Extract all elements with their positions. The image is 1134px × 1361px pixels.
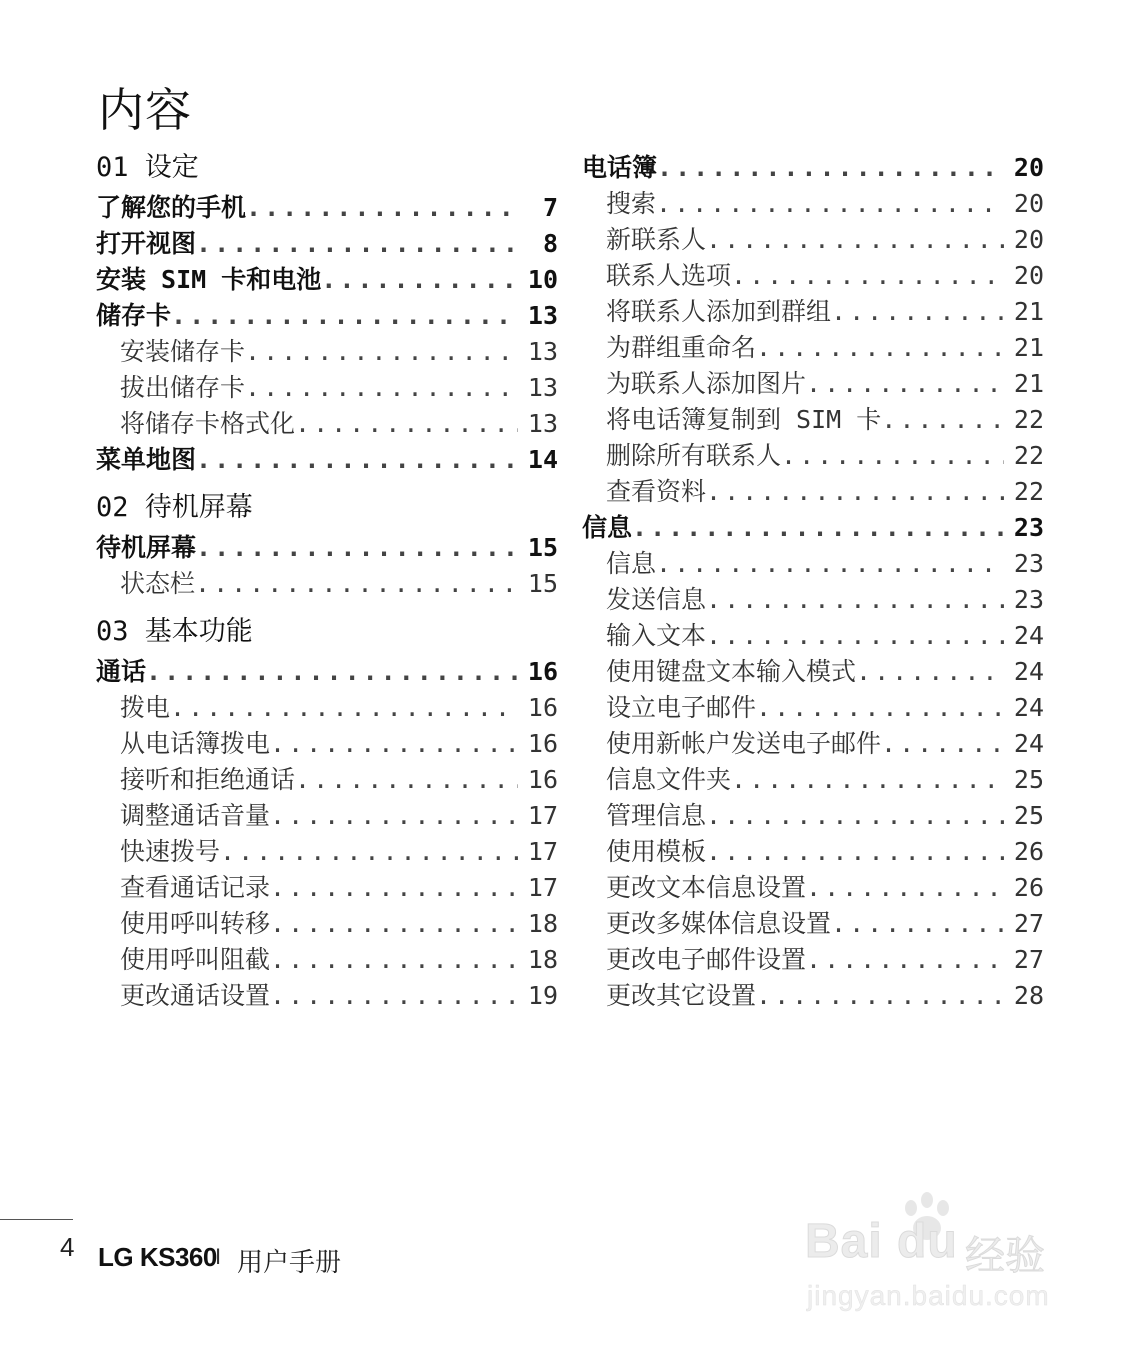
section-heading: 03 基本功能 xyxy=(96,616,253,647)
toc-dot-leader xyxy=(656,546,1004,582)
toc-entry-sub[interactable] xyxy=(582,762,1044,798)
toc-entry-sub[interactable] xyxy=(582,654,1044,690)
toc-dot-leader xyxy=(706,474,1004,510)
toc-entry-label: 为联系人添加图片 xyxy=(606,369,807,398)
watermark-url: jingyan.baidu.com xyxy=(807,1280,1050,1311)
toc-dot-leader xyxy=(170,690,518,726)
toc-entry-label: 为群组重命名 xyxy=(606,333,757,362)
toc-entry-label: 输入文本 xyxy=(606,621,707,650)
toc-entry-label: 更改多媒体信息设置 xyxy=(606,909,832,938)
toc-dot-leader xyxy=(706,222,1004,258)
toc-entry-label: 发送信息 xyxy=(606,585,707,614)
toc-dot-leader xyxy=(731,258,1004,294)
toc-dot-leader xyxy=(806,366,1004,402)
toc-entry-label: 了解您的手机 xyxy=(96,193,247,222)
toc-dot-leader xyxy=(856,654,1004,690)
toc-entry-sub[interactable] xyxy=(582,186,1044,222)
page-title: 内容 xyxy=(98,82,192,137)
toc-entry-sub[interactable] xyxy=(582,366,1044,402)
toc-entry-major[interactable] xyxy=(582,510,1044,546)
toc-entry-major[interactable] xyxy=(96,298,558,334)
toc-dot-leader xyxy=(245,370,518,406)
toc-entry-label: 更改其它设置 xyxy=(606,981,757,1010)
toc-page-number: 13 xyxy=(527,373,558,402)
toc-page-number: 24 xyxy=(1013,693,1044,722)
toc-dot-leader xyxy=(831,906,1004,942)
toc-entry-sub[interactable] xyxy=(96,978,558,1014)
toc-dot-leader xyxy=(706,834,1004,870)
toc-page-number: 20 xyxy=(1013,261,1044,290)
toc-page-number: 13 xyxy=(527,301,558,330)
toc-entry-major[interactable] xyxy=(96,190,558,226)
toc-page-number: 23 xyxy=(1013,585,1044,614)
toc-entry-sub[interactable] xyxy=(582,942,1044,978)
toc-entry-sub[interactable] xyxy=(96,762,558,798)
toc-entry-sub[interactable] xyxy=(96,370,558,406)
toc-entry-label: 接听和拒绝通话 xyxy=(120,765,296,794)
toc-entry-major[interactable] xyxy=(96,262,558,298)
toc-dot-leader xyxy=(806,870,1004,906)
toc-page-number: 15 xyxy=(527,569,558,598)
toc-entry-label: 查看资料 xyxy=(606,477,707,506)
toc-page-number: 10 xyxy=(527,265,558,294)
toc-page-number: 16 xyxy=(527,729,558,758)
toc-entry-label: 设立电子邮件 xyxy=(606,693,757,722)
toc-dot-leader xyxy=(706,618,1004,654)
toc-page-number: 23 xyxy=(1013,549,1044,578)
toc-entry-label: 联系人选项 xyxy=(606,261,732,290)
toc-dot-leader xyxy=(831,294,1004,330)
toc-entry-label: 使用呼叫阻截 xyxy=(120,945,271,974)
toc-dot-leader xyxy=(196,442,518,478)
toc-entry-sub[interactable] xyxy=(582,330,1044,366)
toc-entry-sub[interactable] xyxy=(96,906,558,942)
toc-entry-label: 打开视图 xyxy=(96,229,197,258)
footer-manual-label: 用户手册 xyxy=(237,1248,342,1278)
toc-dot-leader xyxy=(656,186,1004,222)
toc-dot-leader xyxy=(756,330,1004,366)
toc-entry-label: 更改通话设置 xyxy=(120,981,271,1010)
toc-dot-leader xyxy=(245,334,518,370)
toc-entry-label: 使用键盘文本输入模式 xyxy=(606,657,857,686)
toc-entry-sub[interactable] xyxy=(582,978,1044,1014)
toc-page-number: 16 xyxy=(527,657,558,686)
toc-dot-leader xyxy=(881,726,1004,762)
toc-page-number: 23 xyxy=(1013,513,1044,542)
toc-entry-label: 更改电子邮件设置 xyxy=(606,945,807,974)
toc-page-number: 21 xyxy=(1013,333,1044,362)
toc-page-number: 18 xyxy=(527,945,558,974)
toc-dot-leader xyxy=(270,978,518,1014)
toc-entry-major[interactable] xyxy=(96,442,558,478)
toc-page-number: 21 xyxy=(1013,297,1044,326)
toc-page-number: 16 xyxy=(527,693,558,722)
toc-entry-label: 信息 xyxy=(582,513,633,542)
toc-dot-leader xyxy=(881,402,1004,438)
toc-entry-major[interactable] xyxy=(96,226,558,262)
toc-dot-leader xyxy=(295,406,518,442)
footer-page-number: 4 xyxy=(60,1232,75,1262)
toc-entry-label: 使用呼叫转移 xyxy=(120,909,271,938)
toc-entry-major[interactable] xyxy=(96,530,558,566)
toc-page-number: 17 xyxy=(527,873,558,902)
toc-dot-leader xyxy=(246,190,518,226)
watermark-cn-text: 经验 xyxy=(965,1233,1045,1279)
toc-dot-leader xyxy=(706,582,1004,618)
toc-entry-sub[interactable] xyxy=(582,834,1044,870)
toc-dot-leader xyxy=(270,798,518,834)
toc-page-number: 20 xyxy=(1013,189,1044,218)
toc-dot-leader xyxy=(706,798,1004,834)
toc-page-number: 24 xyxy=(1013,621,1044,650)
toc-page-number: 25 xyxy=(1013,801,1044,830)
toc-entry-major[interactable] xyxy=(582,150,1044,186)
toc-dot-leader xyxy=(657,150,1004,186)
toc-page-number: 7 xyxy=(542,193,558,222)
toc-entry-label: 拨电 xyxy=(120,693,171,722)
toc-entry-label: 新联系人 xyxy=(606,225,707,254)
toc-page-number: 16 xyxy=(527,765,558,794)
toc-entry-label: 快速拨号 xyxy=(120,837,221,866)
toc-left-column xyxy=(96,150,558,1014)
toc-entry-label: 储存卡 xyxy=(96,301,172,330)
toc-dot-leader xyxy=(632,510,1004,546)
toc-page-number: 25 xyxy=(1013,765,1044,794)
toc-page-number: 8 xyxy=(542,229,558,258)
toc-page-number: 13 xyxy=(527,337,558,366)
toc-entry-sub[interactable] xyxy=(582,582,1044,618)
toc-page-number: 24 xyxy=(1013,657,1044,686)
toc-page-number: 26 xyxy=(1013,873,1044,902)
toc-entry-sub[interactable] xyxy=(582,402,1044,438)
toc-entry-label: 从电话簿拨电 xyxy=(120,729,271,758)
toc-entry-label: 状态栏 xyxy=(120,569,196,598)
toc-page-number: 19 xyxy=(527,981,558,1010)
toc-entry-sub[interactable] xyxy=(96,406,558,442)
toc-page-number: 27 xyxy=(1013,909,1044,938)
toc-entry-label: 使用模板 xyxy=(606,837,707,866)
toc-entry-sub[interactable] xyxy=(96,870,558,906)
toc-entry-label: 将储存卡格式化 xyxy=(120,409,296,438)
toc-entry-label: 电话簿 xyxy=(582,153,658,182)
toc-entry-sub[interactable] xyxy=(96,566,558,602)
toc-dot-leader xyxy=(806,942,1004,978)
toc-entry-sub[interactable] xyxy=(582,690,1044,726)
toc-dot-leader xyxy=(756,690,1004,726)
toc-page-number: 27 xyxy=(1013,945,1044,974)
toc-entry-label: 将电话簿复制到 SIM 卡 xyxy=(606,405,882,434)
toc-entry-sub[interactable] xyxy=(96,798,558,834)
toc-entry-sub[interactable] xyxy=(582,618,1044,654)
toc-entry-sub[interactable] xyxy=(582,906,1044,942)
section-heading: 01 设定 xyxy=(96,152,199,183)
toc-dot-leader xyxy=(195,566,518,602)
toc-page-number: 13 xyxy=(527,409,558,438)
toc-entry-sub[interactable] xyxy=(582,222,1044,258)
toc-dot-leader xyxy=(270,870,518,906)
toc-right-column xyxy=(582,150,1044,1014)
toc-dot-leader xyxy=(196,530,518,566)
toc-dot-leader xyxy=(756,978,1004,1014)
toc-entry-sub[interactable] xyxy=(96,942,558,978)
toc-entry-label: 安装储存卡 xyxy=(120,337,246,366)
toc-page-number: 24 xyxy=(1013,729,1044,758)
toc-page-number: 20 xyxy=(1013,225,1044,254)
toc-entry-label: 信息 xyxy=(606,549,657,578)
toc-page-number: 22 xyxy=(1013,441,1044,470)
watermark-logo-text: Bai du xyxy=(805,1215,958,1268)
toc-dot-leader xyxy=(171,298,518,334)
toc-dot-leader xyxy=(270,726,518,762)
toc-dot-leader xyxy=(196,226,518,262)
toc-dot-leader xyxy=(270,906,518,942)
toc-entry-label: 更改文本信息设置 xyxy=(606,873,807,902)
toc-entry-sub[interactable] xyxy=(96,726,558,762)
toc-dot-leader xyxy=(321,262,518,298)
toc-entry-sub[interactable] xyxy=(582,258,1044,294)
toc-entry-sub[interactable] xyxy=(582,546,1044,582)
toc-page-number: 21 xyxy=(1013,369,1044,398)
toc-entry-label: 待机屏幕 xyxy=(96,533,197,562)
toc-entry-sub[interactable] xyxy=(96,690,558,726)
toc-entry-major[interactable] xyxy=(96,654,558,690)
toc-entry-sub[interactable] xyxy=(582,870,1044,906)
toc-page-number: 28 xyxy=(1013,981,1044,1010)
toc-entry-label: 调整通话音量 xyxy=(120,801,271,830)
toc-entry-label: 使用新帐户发送电子邮件 xyxy=(606,729,882,758)
toc-page-number: 18 xyxy=(527,909,558,938)
toc-page-number: 17 xyxy=(527,801,558,830)
toc-dot-leader xyxy=(781,438,1004,474)
toc-page-number: 22 xyxy=(1013,477,1044,506)
footer-rule xyxy=(0,1219,73,1220)
toc-entry-sub[interactable] xyxy=(582,294,1044,330)
toc-dot-leader xyxy=(270,942,518,978)
section-heading: 02 待机屏幕 xyxy=(96,492,253,523)
toc-entry-sub[interactable] xyxy=(582,438,1044,474)
toc-entry-sub[interactable] xyxy=(96,834,558,870)
toc-entry-sub[interactable] xyxy=(96,334,558,370)
toc-entry-label: 拔出储存卡 xyxy=(120,373,246,402)
toc-page-number: 17 xyxy=(527,837,558,866)
toc-dot-leader xyxy=(731,762,1004,798)
toc-entry-label: 通话 xyxy=(96,657,147,686)
toc-entry-label: 搜索 xyxy=(606,189,657,218)
toc-page-number: 14 xyxy=(527,445,558,474)
toc-entry-label: 将联系人添加到群组 xyxy=(606,297,832,326)
toc-dot-leader xyxy=(295,762,518,798)
toc-page-number: 15 xyxy=(527,533,558,562)
toc-entry-sub[interactable] xyxy=(582,798,1044,834)
toc-page-number: 22 xyxy=(1013,405,1044,434)
footer-model: LG KS360 xyxy=(98,1242,217,1272)
toc-entry-label: 安装 SIM 卡和电池 xyxy=(96,265,322,294)
toc-dot-leader xyxy=(220,834,518,870)
toc-page-number: 26 xyxy=(1013,837,1044,866)
toc-entry-sub[interactable] xyxy=(582,726,1044,762)
toc-entry-label: 信息文件夹 xyxy=(606,765,732,794)
toc-entry-label: 删除所有联系人 xyxy=(606,441,782,470)
toc-entry-sub[interactable] xyxy=(582,474,1044,510)
toc-page-number: 20 xyxy=(1013,153,1044,182)
baidu-watermark xyxy=(805,1190,1065,1320)
toc-dot-leader xyxy=(146,654,518,690)
toc-entry-label: 管理信息 xyxy=(606,801,707,830)
toc-entry-label: 查看通话记录 xyxy=(120,873,271,902)
toc-entry-label: 菜单地图 xyxy=(96,445,197,474)
footer-separator: I xyxy=(215,1244,222,1269)
